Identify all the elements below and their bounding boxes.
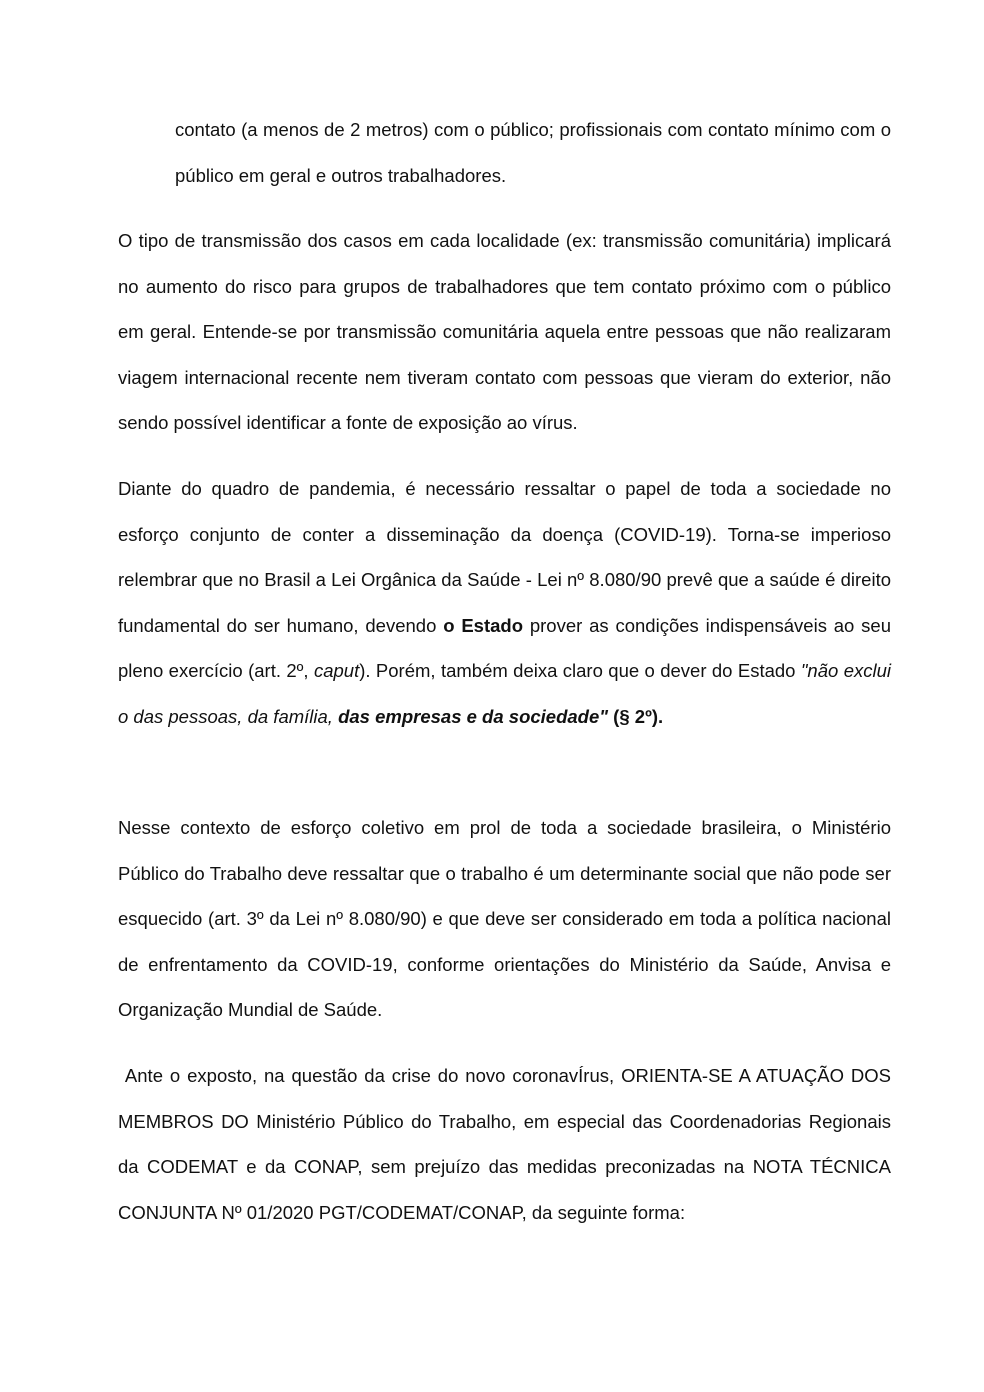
paragraph-pandemic-context	[118, 466, 891, 740]
paragraph-orientation: Ante o exposto, na questão da crise do novo coronavÍrus, ORIENTA-SE A ATUAÇÃO DOS MEMBROS DO Ministério Público do Trabalho, em especial das Coordenadorias Regionais da CODEMAT e da CONAP, sem prejuízo das medidas preconizadas na NOTA TÉCNICA CONJUNTA Nº 01/2020 PGT/CODEMAT/CONAP, da seguinte forma:	[118, 1065, 891, 1223]
bold-segment: (§ 2º).	[608, 705, 664, 727]
text-segment: prover as condições indispensáveis ao seu pleno exercício (art. 2º,	[118, 614, 891, 682]
italic-segment: caput	[313, 660, 360, 682]
text-segment: Diante do quadro de pandemia, é necessário ressaltar o papel de toda a sociedade no esforço conjunto de conter a disseminação da doença (COVID-19). Torna-se imperioso relembrar que no Brasil a Lei Orgânica da Saúde - Lei nº 8.080/90 prevê que a saúde é direito fundamental do ser humano, devendo	[118, 478, 891, 636]
italic-quote: "não exclui o das pessoas, da família,	[118, 660, 891, 727]
paragraph-transmission-type: O tipo de transmissão dos casos em cada localidade (ex: transmissão comunitária) implicará no aumento do risco para grupos de trabalhadores que tem contato próximo com o público em geral. Entende-se por transmissão comunitária aquela entre pessoas que não realizaram viagem internacional recente nem tiveram contato com pessoas que vieram do exterior, não sendo possível identificar a fonte de exposição ao vírus.	[118, 230, 891, 434]
bold-italic-quote: das empresas e da sociedade"	[338, 705, 609, 727]
bold-segment: o Estado	[443, 614, 524, 636]
text-segment: ). Porém, também deixa claro que o dever do Estado	[359, 660, 801, 682]
paragraph-list-continuation: contato (a menos de 2 metros) com o público; profissionais com contato mínimo com o público em geral e outros trabalhadores.	[175, 119, 891, 186]
paragraph-collective-effort: Nesse contexto de esforço coletivo em prol de toda a sociedade brasileira, o Ministério Público do Trabalho deve ressaltar que o trabalho é um determinante social que não pode ser esquecido (art. 3º da Lei nº 8.080/90) e que deve ser considerado em toda a política nacional de enfrentamento da COVID-19, conforme orientações do Ministério da Saúde, Anvisa e Organização Mundial de Saúde.	[118, 817, 891, 1021]
